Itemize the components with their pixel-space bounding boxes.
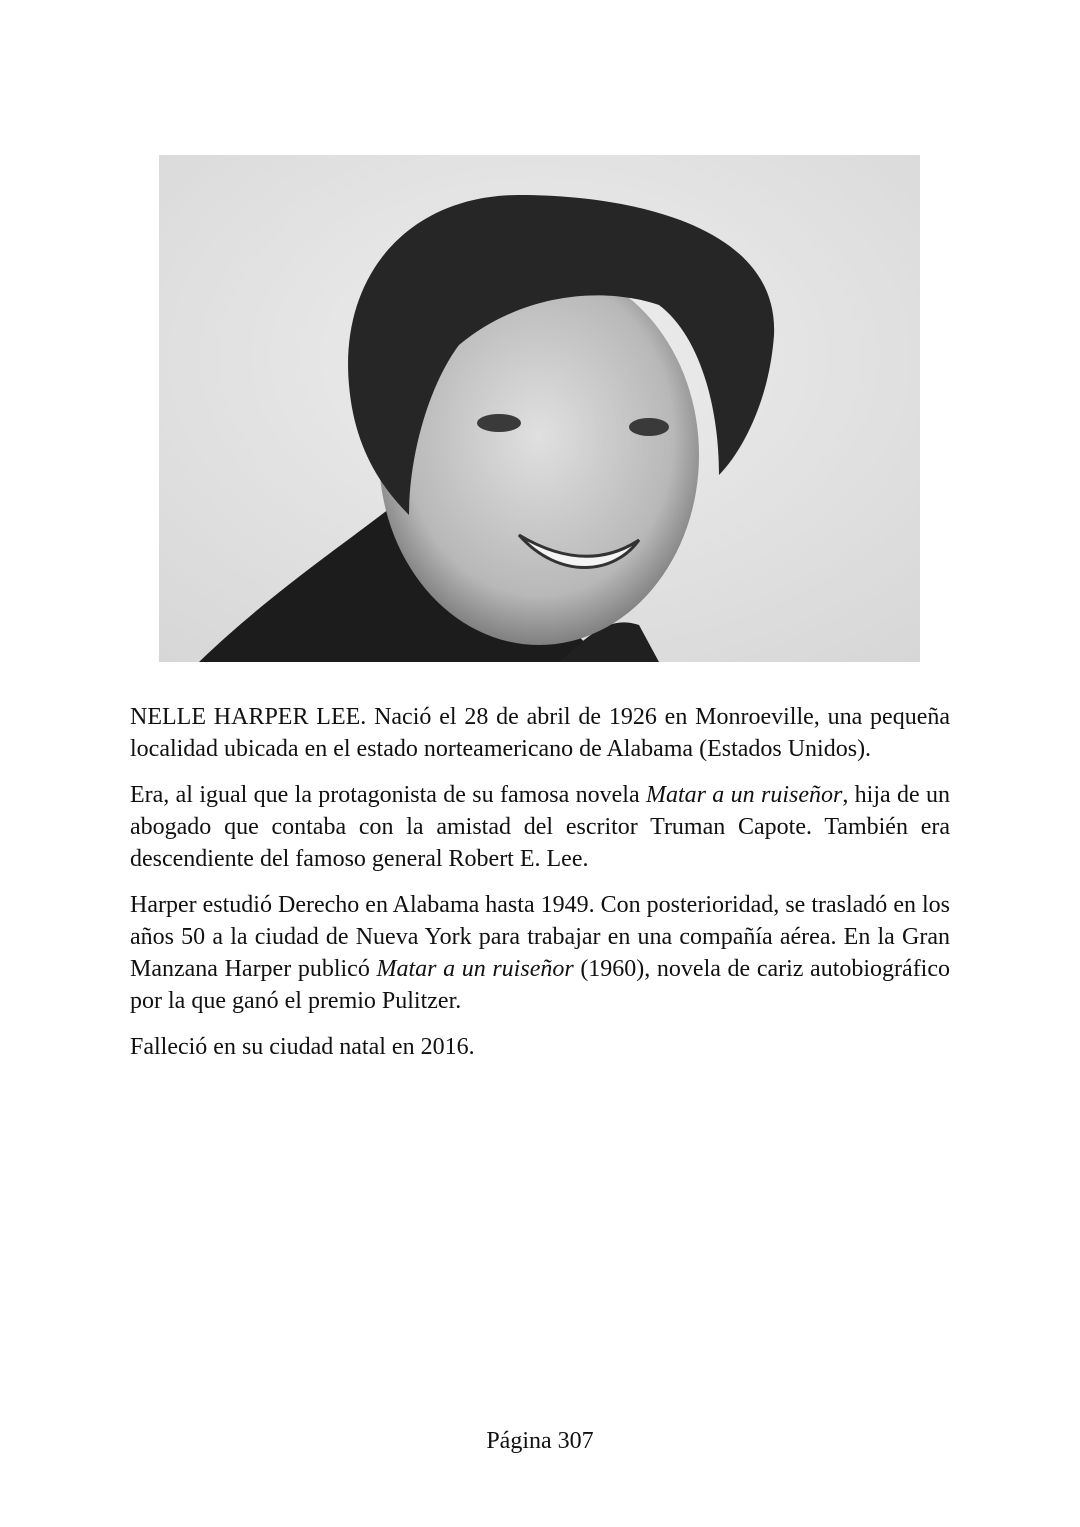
page-number: Página 307 [486, 1428, 594, 1454]
paragraph-career [130, 889, 950, 1017]
biography-text [130, 701, 950, 1077]
paragraph-text: Era, al igual que la protagonista de su famosa novela [130, 782, 646, 808]
paragraph-death [130, 1031, 950, 1063]
portrait-illustration [159, 155, 920, 662]
paragraph-text: NELLE HARPER LEE. Nació el 28 de abril de 1926 en Monroeville, una pequeña localidad ubicada en el estado norteamericano de Alabama (Estados Unidos). [130, 704, 950, 762]
book-title: Matar a un ruiseñor [645, 782, 843, 808]
paragraph-text: Falleció en su ciudad natal en 2016. [130, 1034, 475, 1060]
paragraph-family [130, 779, 950, 875]
paragraph-text: (1960), novela de cariz autobiográfico por la que ganó el premio Pulitzer. [130, 956, 951, 1014]
paragraph-text: Harper estudió Derecho en Alabama hasta 1949. Con posterioridad, se trasladó en los años 50 a la ciudad de Nueva York para trabajar en una compañía aérea. En la Gran Manzana Harper publicó [130, 892, 950, 982]
book-title: Matar a un ruiseñor [376, 956, 574, 982]
paragraph-text: , hija de un abogado que contaba con la amistad del escritor Truman Capote. También era descendiente del famoso general Robert E. Lee. [130, 782, 951, 872]
author-portrait-photo [159, 155, 920, 662]
paragraph-birth [130, 701, 950, 765]
